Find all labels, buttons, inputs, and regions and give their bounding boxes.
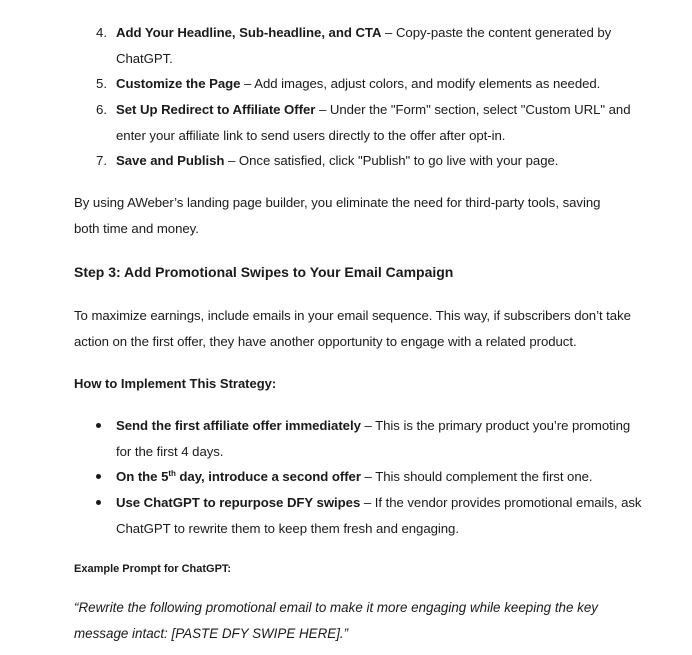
paragraph-line: By using AWeber’s landing page builder, you eliminate the need for third-party tools, saving [74, 195, 601, 210]
step-text: – Once satisfied, click "Publish" to go live with your page. [224, 153, 559, 168]
step-text: – Copy-paste the content generated by [381, 25, 612, 40]
list-item [116, 469, 593, 485]
step-title: Customize the Page [116, 76, 241, 91]
example-label: Example Prompt for ChatGPT: [74, 563, 232, 575]
bullet-text: – This should complement the first one. [360, 469, 593, 484]
bullet-title: Send the first affiliate offer immediately [116, 418, 361, 433]
list-item [116, 418, 630, 434]
list-item [116, 25, 611, 41]
step-number: 7. [96, 153, 107, 168]
bullet-text: – This is the primary product you’re promoting [360, 418, 631, 433]
list-item [116, 153, 558, 169]
list-item [116, 495, 641, 511]
step-number: 5. [96, 76, 107, 91]
step-title: Save and Publish [116, 153, 225, 168]
bullet-icon [96, 500, 101, 505]
step-text-continued: enter your affiliate link to send users directly to the offer after opt-in. [116, 128, 506, 143]
step-title: Add Your Headline, Sub-headline, and CTA [116, 25, 382, 40]
step-number: 4. [96, 25, 107, 40]
step-text: – Under the "Form" section, select "Custom URL" and [315, 102, 631, 117]
bullet-title: Use ChatGPT to repurpose DFY swipes [116, 495, 361, 510]
list-item [116, 76, 600, 92]
example-quote-line: message intact: [PASTE DFY SWIPE HERE].” [74, 626, 349, 641]
bullet-title: On the 5th day, introduce a second offer [116, 469, 361, 484]
bullet-icon [96, 423, 101, 428]
step-number: 6. [96, 102, 107, 117]
list-item [116, 102, 631, 118]
example-quote-line: “Rewrite the following promotional email to make it more engaging while keeping the key [74, 600, 598, 615]
step-title: Set Up Redirect to Affiliate Offer [116, 102, 316, 117]
subsection-heading: How to Implement This Strategy: [74, 376, 277, 391]
bullet-text-continued: ChatGPT to rewrite them to keep them fresh and engaging. [116, 521, 459, 536]
bullet-text-continued: for the first 4 days. [116, 444, 224, 459]
step-text-continued: ChatGPT. [116, 51, 173, 66]
paragraph-line: action on the first offer, they have another opportunity to engage with a related product. [74, 334, 577, 349]
paragraph-line: both time and money. [74, 221, 199, 236]
bullet-text: – If the vendor provides promotional emails, ask [360, 495, 642, 510]
paragraph-line: To maximize earnings, include emails in your email sequence. This way, if subscribers don’t take [74, 308, 631, 323]
step-text: – Add images, adjust colors, and modify elements as needed. [240, 76, 601, 91]
section-heading: Step 3: Add Promotional Swipes to Your Email Campaign [74, 264, 454, 280]
bullet-icon [96, 474, 101, 479]
